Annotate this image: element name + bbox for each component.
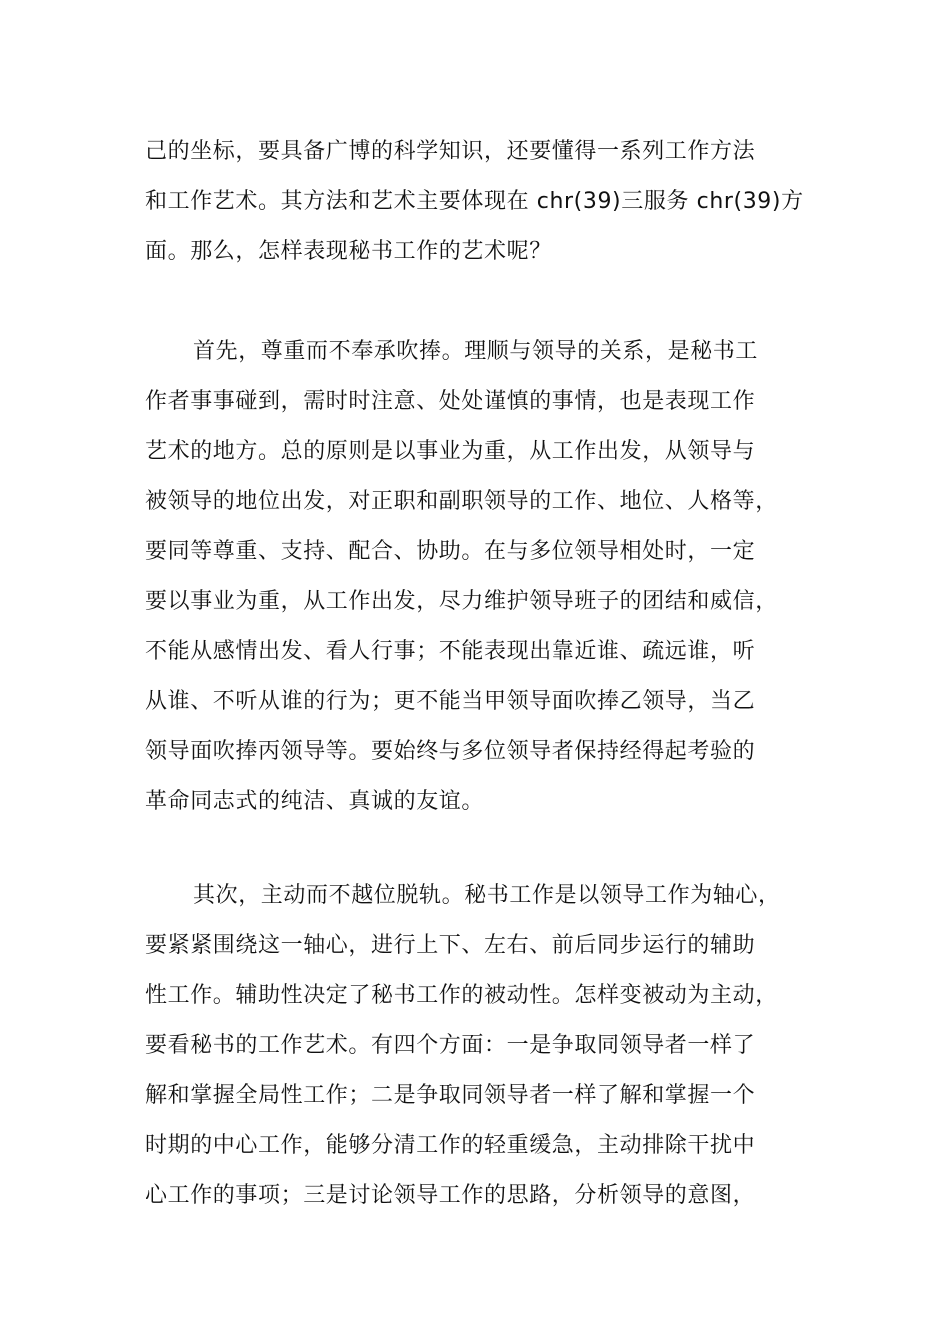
paragraph-continuation [145,127,835,277]
text-line: 不能从感情出发、看人行事；不能表现出靠近谁、疏远谁，听 [145,639,756,664]
text-line: 时期的中心工作，能够分清工作的轻重缓急，主动排除干扰中 [145,1133,756,1158]
text-line: 性工作。辅助性决定了秘书工作的被动性。怎样变被动为主动， [145,983,778,1008]
text-line: 面。那么，怎样表现秘书工作的艺术呢？ [145,239,552,264]
text-line: 作者事事碰到，需时时注意、处处谨慎的事情，也是表现工作 [145,389,756,414]
text-line: 艺术的地方。总的原则是以事业为重，从工作出发，从领导与 [145,439,756,464]
text-line: 首先，尊重而不奉承吹捧。理顺与领导的关系，是秘书工 [193,339,759,364]
text-line: 要看秘书的工作艺术。有四个方面：一是争取同领导者一样了 [145,1033,756,1058]
text-line: 心工作的事项；三是讨论领导工作的思路，分析领导的意图， [145,1183,756,1208]
text-line: 被领导的地位出发，对正职和副职领导的工作、地位、人格等， [145,489,778,514]
text-line: 解和掌握全局性工作；二是争取同领导者一样了解和掌握一个 [145,1083,756,1108]
text-line: 革命同志式的纯洁、真诚的友谊。 [145,789,485,814]
text-line: 其次，主动而不越位脱轨。秘书工作是以领导工作为轴心， [193,883,781,908]
text-line: 要以事业为重，从工作出发，尽力维护领导班子的团结和威信， [145,589,778,614]
paragraph-initiative-without-overstepping [145,871,835,1221]
text-line: 和工作艺术。其方法和艺术主要体现在 chr(39)三服务 chr(39)方 [145,189,804,214]
text-line: 己的坐标，要具备广博的科学知识，还要懂得一系列工作方法 [145,139,756,164]
paragraph-respect-without-flattery [145,327,835,827]
text-line: 从谁、不听从谁的行为；更不能当甲领导面吹捧乙领导，当乙 [145,689,756,714]
text-line: 领导面吹捧丙领导等。要始终与多位领导者保持经得起考验的 [145,739,756,764]
text-line: 要同等尊重、支持、配合、协助。在与多位领导相处时，一定 [145,539,756,564]
text-line: 要紧紧围绕这一轴心，进行上下、左右、前后同步运行的辅助 [145,933,756,958]
